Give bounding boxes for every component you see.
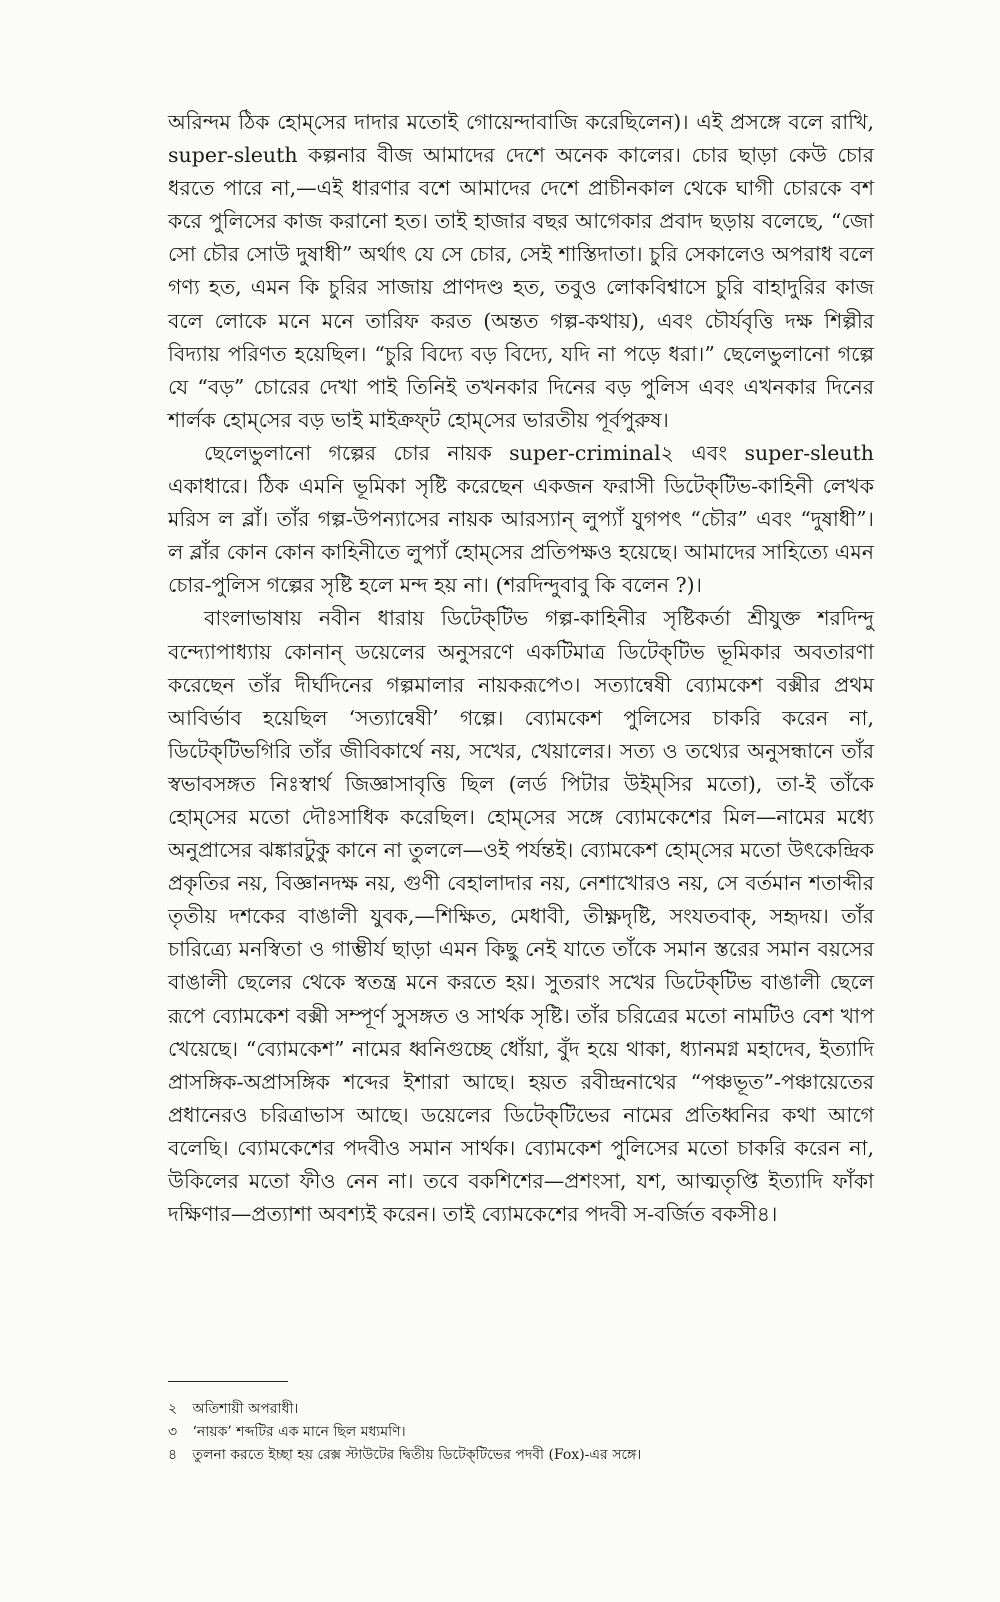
- footnote-2: [168, 1398, 874, 1421]
- footnote-number: ৪: [168, 1447, 178, 1463]
- footnote-text: তুলনা করতে ইচ্ছা হয় রেক্স স্টাউটের দ্বিতীয় ডিটেক্‌টিভের পদবী (Fox)-এর সঙ্গে।: [192, 1447, 642, 1463]
- footnote-text: অতিশায়ী অপরাধী।: [192, 1401, 299, 1417]
- footnote-3: [168, 1421, 874, 1444]
- footnote-divider: [168, 1381, 288, 1382]
- footnote-number: ২: [168, 1401, 178, 1417]
- paragraph-2: ছেলেভুলানো গল্পের চোর নায়ক super-criminal২ এবং super-sleuth একাধারে। ঠিক এমনি ভূমিকা সৃষ্টি করেছেন একজন ফরাসী ডিটেক্‌টিভ-কাহিনী লেখক মরিস ল ব্লাঁ। তাঁর গল্প-উপন্যাসের নায়ক আরস্যান্ লুপ্যাঁ যুগপৎ “চৌর” এবং “দুষাধী”। ল ব্লাঁর কোন কোন কাহিনীতে লুপ্যাঁ হোম্‌সের প্রতিপক্ষও হয়েছে। আমাদের সাহিত্যে এমন চোর-পুলিস গল্পের সৃষ্টি হলে মন্দ হয় না। (শরদিন্দুবাবু কি বলেন ?)।: [168, 440, 874, 598]
- footnotes: [168, 1398, 874, 1467]
- paragraph-3: বাংলাভাষায় নবীন ধারায় ডিটেক্‌টিভ গল্প-কাহিনীর সৃষ্টিকর্তা শ্রীযুক্ত শরদিন্দু বন্দ্যোপাধ্যায় কোনান্ ডয়েলের অনুসরণে একটিমাত্র ডিটেক্‌টিভ ভূমিকার অবতারণা করেছেন তাঁর দীর্ঘদিনের গল্পমালার নায়করূপে৩। সত্যান্বেষী ব্যোমকেশ বক্সীর প্রথম আবির্ভাব হয়েছিল ‘সত্যান্বেষী’ গল্পে। ব্যোমকেশ পুলিসের চাকরি করেন না, ডিটেক্‌টিভগিরি তাঁর জীবিকার্থে নয়, সখের, খেয়ালের। সত্য ও তথ্যের অনুসন্ধানে তাঁর স্বভাবসঙ্গত নিঃস্বার্থ জিজ্ঞাসাবৃত্তি ছিল (লর্ড পিটার উইম্‌সির মতো), তা-ই তাঁকে হোম্‌সের মতো দৌঃসাধিক করেছিল। হোম্‌সের সঙ্গে ব্যোমকেশের মিল—নামের মধ্যে অনুপ্রাসের ঝঙ্কারটুকু কানে না তুললে—ওই পর্যন্তই। ব্যোমকেশ হোম্‌সের মতো উৎকেন্দ্রিক প্রকৃতির নয়, বিজ্ঞানদক্ষ নয়, গুণী বেহালাদার নয়, নেশাখোরও নয়, সে বর্তমান শতাব্দীর তৃতীয় দশকের বাঙালী যুবক,—শিক্ষিত, মেধাবী, তীক্ষ্ণদৃষ্টি, সংযতবাক্, সহৃদয়। তাঁর চারিত্র্যে মনস্বিতা ও গাম্ভীর্য ছাড়া এমন কিছু নেই যাতে তাঁকে সমান স্তরের সমান বয়সের বাঙালী ছেলের থেকে স্বতন্ত্র মনে করতে হয়। সুতরাং সখের ডিটেক্‌টিভ বাঙালী ছেলে রূপে ব্যোমকেশ বক্সী সম্পূর্ণ সুসঙ্গত ও সার্থক সৃষ্টি। তাঁর চরিত্রের মতো নামটিও বেশ খাপ খেয়েছে। “ব্যোমকেশ” নামের ধ্বনিগুচ্ছে ধোঁয়া, বুঁদ হয়ে থাকা, ধ্যানমগ্ন মহাদেব, ইত্যাদি প্রাসঙ্গিক-অপ্রাসঙ্গিক শব্দের ইশারা আছে। হয়ত রবীন্দ্রনাথের “পঞ্চভূত”-পঞ্চায়েতের প্রধানেরও চরিত্রাভাস আছে। ডয়েলের ডিটেক্‌টিভের নামের প্রতিধ্বনির কথা আগে বলেছি। ব্যোমকেশের পদবীও সমান সার্থক। ব্যোমকেশ পুলিসের মতো চাকরি করেন না, উকিলের মতো ফীও নেন না। তবে বকশিশের—প্রশংসা, যশ, আত্মতৃপ্তি ইত্যাদি ফাঁকা দক্ষিণার—প্রত্যাশা অবশ্যই করেন। তাই ব্যোমকেশের পদবী স-বর্জিত বকসী৪।: [168, 606, 874, 1227]
- body-text: [168, 106, 874, 1231]
- footnote-number: ৩: [168, 1424, 178, 1440]
- paragraph-1: অরিন্দম ঠিক হোম্‌সের দাদার মতোই গোয়েন্দাবাজি করেছিলেন)। এই প্রসঙ্গে বলে রাখি, super-sleuth কল্পনার বীজ আমাদের দেশে অনেক কালের। চোর ছাড়া কেউ চোর ধরতে পারে না,—এই ধারণার বশে আমাদের দেশে প্রাচীনকাল থেকে ঘাগী চোরকে বশ করে পুলিসের কাজ করানো হত। তাই হাজার বছর আগেকার প্রবাদ ছড়ায় বলেছে, “জো সো চৌর সোউ দুষাধী” অর্থাৎ যে সে চোর, সেই শাস্তিদাতা। চুরি সেকালেও অপরাধ বলে গণ্য হত, এমন কি চুরির সাজায় প্রাণদণ্ড হত, তবুও লোকবিশ্বাসে চুরি বাহাদুরির কাজ বলে লোকে মনে মনে তারিফ করত (অন্তত গল্প-কথায়), এবং চৌর্যবৃত্তি দক্ষ শিল্পীর বিদ্যায় পরিণত হয়েছিল। “চুরি বিদ্যে বড় বিদ্যে, যদি না পড়ে ধরা।” ছেলেভুলানো গল্পে যে “বড়” চোরের দেখা পাই তিনিই তখনকার দিনের বড় পুলিস এবং এখনকার দিনের শার্লক হোম্‌সের বড় ভাই মাইক্রফ্‌ট হোম্‌সের ভারতীয় পূর্বপুরুষ।: [168, 110, 874, 432]
- footnote-text: ‘নায়ক’ শব্দটির এক মানে ছিল মধ্যমণি।: [192, 1424, 406, 1440]
- footnote-4: [168, 1444, 874, 1467]
